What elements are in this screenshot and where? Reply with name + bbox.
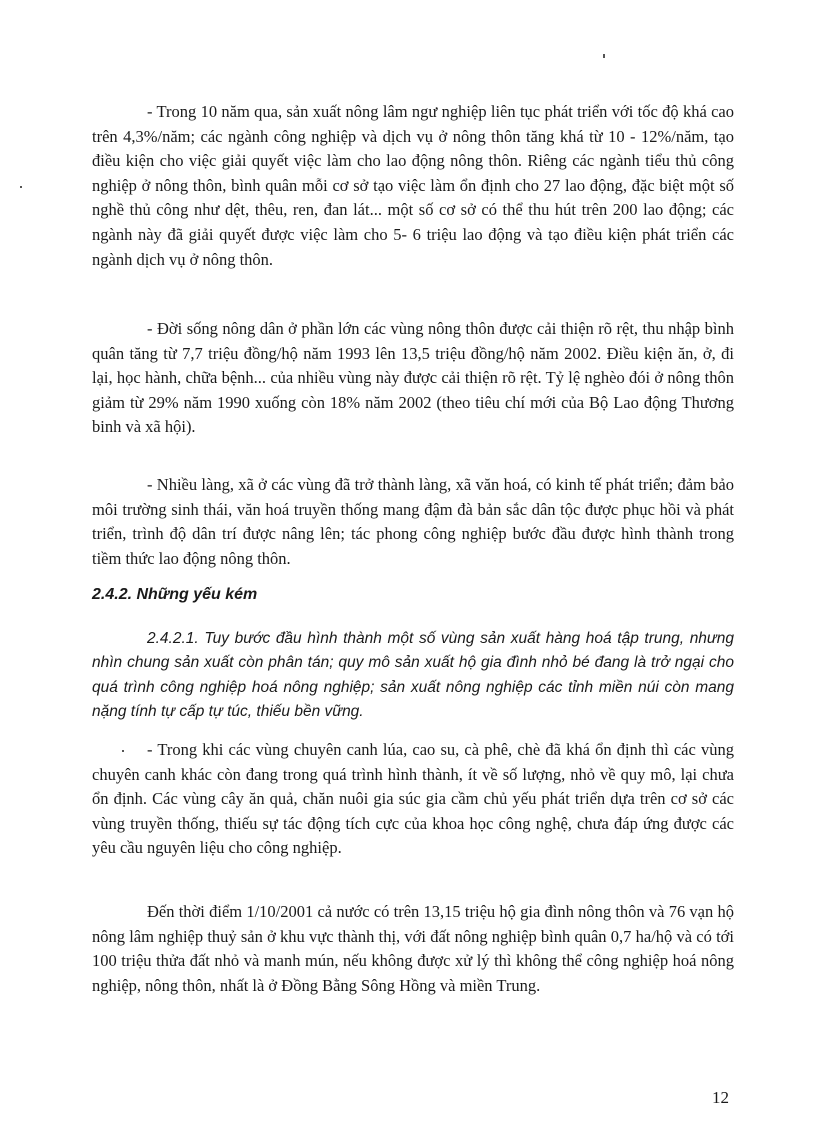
paragraph-text: - Trong 10 năm qua, sản xuất nông lâm ngư nghiệp liên tục phát triển với tốc độ khá cao trên 4,3%/năm; các ngành công nghiệp và dịch vụ ở nông thôn tăng khá từ 10 - 12%/năm, tạo điều kiện cho việc giải quyết việc làm cho lao động nông thôn. Riêng các ngành tiểu thủ công nghiệp ở nông thôn, bình quân mỗi cơ sở tạo việc làm ổn định cho 27 lao động, đặc biệt một số nghề thủ công như dệt, thêu, ren, đan lát... một số cơ sở có thể thu hút trên 200 lao động; các ngành này đã giải quyết được việc làm cho 5- 6 triệu lao động và tạo điều kiện phát triển các ngành dịch vụ ở nông thôn. [92, 102, 734, 269]
paragraph [92, 738, 734, 861]
paragraph [92, 100, 734, 272]
page-number: 12 [712, 1088, 729, 1107]
paragraph-text: - Nhiều làng, xã ở các vùng đã trở thành làng, xã văn hoá, có kinh tế phát triển; đảm bảo môi trường sinh thái, văn hoá truyền thống mang đậm đà bản sắc dân tộc được phục hồi và phát triển, trình độ dân trí được nâng lên; tác phong công nghiệp bước đầu được hình thành trong tiềm thức lao động nông thôn. [92, 475, 734, 568]
paragraph [92, 900, 734, 998]
scan-speck [20, 186, 22, 188]
section-heading: 2.4.2. Những yếu kém [92, 586, 258, 603]
subsection-heading-text: 2.4.2.1. Tuy bước đầu hình thành một số vùng sản xuất hàng hoá tập trung, nhưng nhìn chung sản xuất còn phân tán; quy mô sản xuất hộ gia đình nhỏ bé đang là trở ngại cho quá trình công nghiệp hoá nông nghiệp; sản xuất nông nghiệp các tỉnh miền núi còn mang nặng tính tự cấp tự túc, thiếu bền vững. [92, 630, 734, 721]
paragraph-text: - Đời sống nông dân ở phần lớn các vùng nông thôn được cải thiện rõ rệt, thu nhập bình quân tăng từ 7,7 triệu đồng/hộ năm 1993 lên 13,5 triệu đồng/hộ năm 2002. Điều kiện ăn, ở, đi lại, học hành, chữa bệnh... của nhiều vùng này được cải thiện rõ rệt. Tỷ lệ nghèo đói ở nông thôn giảm từ 29% năm 1990 xuống còn 18% năm 2002 (theo tiêu chí mới của Bộ Lao động Thương binh và xã hội). [92, 319, 734, 437]
paragraph [92, 317, 734, 440]
scan-speck [603, 54, 605, 58]
paragraph [92, 473, 734, 571]
subsection-heading [92, 627, 734, 725]
paragraph-text: Đến thời điểm 1/10/2001 cả nước có trên 13,15 triệu hộ gia đình nông thôn và 76 vạn hộ nông lâm nghiệp thuỷ sản ở khu vực thành thị, với đất nông nghiệp bình quân 0,7 ha/hộ và có tới 100 triệu thửa đất nhỏ và manh mún, nếu không được xử lý thì không thể công nghiệp hoá nông nghiệp, nông thôn, nhất là ở Đồng Bằng Sông Hồng và miền Trung. [92, 902, 734, 995]
paragraph-text: - Trong khi các vùng chuyên canh lúa, cao su, cà phê, chè đã khá ổn định thì các vùng chuyên canh khác còn đang trong quá trình hình thành, ít về số lượng, nhỏ về quy mô, lại chưa ổn định. Các vùng cây ăn quả, chăn nuôi gia súc gia cầm chủ yếu phát triển dựa trên cơ sở các vùng truyền thống, thiếu sự tác động tích cực của khoa học công nghệ, chưa đáp ứng được các yêu cầu nguyên liệu cho công nghiệp. [92, 740, 734, 858]
